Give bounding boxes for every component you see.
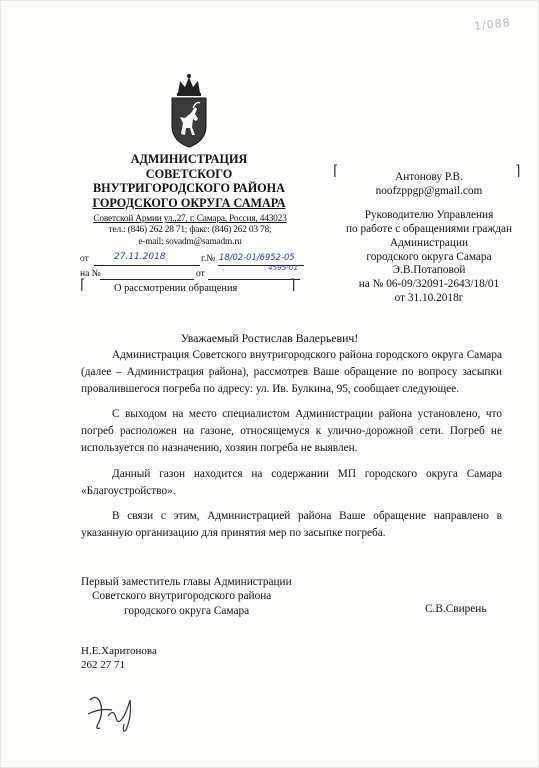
- address-line: Советской Армии ул.,27, г. Самара, Россия, 443023: [93, 214, 287, 224]
- position-line: городского округа Самара: [124, 605, 250, 617]
- recipient-bracket-left-icon: ⌈: [333, 163, 339, 179]
- contact-info: [80, 214, 300, 248]
- recipient-line: от 31.10.2018г: [394, 292, 464, 305]
- reference-from-underline: [208, 279, 300, 280]
- recipient-line: по работе с обращениями граждан: [345, 222, 513, 235]
- executor-name: Н.Е.Харитонова: [81, 645, 157, 657]
- executor-info: [81, 644, 157, 673]
- recipient-line: городского округа Самара: [366, 250, 492, 263]
- organization-title: [78, 152, 300, 210]
- coat-of-arms-icon: [164, 71, 214, 149]
- body-paragraph: В связи с этим, Администрацией района Ваше обращение направлено в указанную организацию для принятия мер по засыпке погреба.: [81, 509, 502, 539]
- recipient-line: на № 06-09/32091-2643/18/01: [358, 278, 500, 291]
- body-paragraph: С выходом на место специалистом Администрации района установлено, что погреб расположен на газоне, относящемуся к улично-дорожной сети. Погреб не используется по назначению, хозяин погреба не выявлен.: [81, 408, 502, 455]
- date-underline: [94, 265, 200, 266]
- position-line: Советского внутригородского района: [92, 590, 272, 602]
- body-paragraph: Администрация Советского внутригородского района городского округа Самара (далее – Администрация района), рассмотрев Ваше обращение по вопросу засыпки провалившегося погреба по адресу: ул. Ив. Булкина, 95, сообщает следующее.: [81, 349, 502, 396]
- org-title-line: СОВЕТСКОГО: [145, 166, 233, 181]
- handwritten-number: 18/02-01/6952-05: [219, 252, 295, 262]
- reference-from-label: от: [196, 269, 205, 279]
- org-title-line: ВНУТРИГОРОДСКОГО РАЙОНА: [93, 181, 285, 196]
- email-line: e-mail: sovadm@samadm.ru: [138, 236, 242, 247]
- subject-line: О рассмотрении обращения: [114, 283, 238, 294]
- handwritten-number-extra: 4595-01: [268, 263, 299, 272]
- recipient-line: Э.В.Потаповой: [392, 264, 466, 277]
- date-from-label: от: [80, 254, 89, 264]
- recipient-line: noofzppgp@gmail.com: [375, 184, 483, 197]
- reference-underline: [100, 279, 194, 280]
- recipient-bracket-right-icon: ⌉: [515, 163, 521, 179]
- corner-handwritten-number: 1/088: [473, 16, 512, 33]
- handwritten-date: 27.11.2018: [114, 252, 166, 262]
- recipient-line: Администрации: [389, 236, 469, 249]
- signatory-name: С.В.Свирень: [425, 603, 487, 615]
- position-line: Первый заместитель главы Администрации: [81, 576, 292, 588]
- bracket-right-icon: ⌉: [290, 277, 296, 293]
- executor-phone: 262 27 71: [81, 659, 125, 672]
- bracket-left-icon: ⌈: [80, 277, 86, 293]
- phone-fax-line: тел.: (846) 262 28 71; факс: (846) 262 03 78;: [108, 225, 272, 236]
- number-label: г.№: [201, 254, 216, 264]
- recipient-line: Антонову Р.В.: [395, 171, 463, 183]
- salutation: Уважаемый Ростислав Валерьевич!: [180, 331, 359, 345]
- letter-body: [81, 347, 502, 550]
- org-title-line: АДМИНИСТРАЦИЯ: [130, 152, 248, 166]
- body-paragraph: Данный газон находится на содержании МП городского округа Самара «Благоустройство».: [81, 467, 502, 497]
- reference-number-label: на №: [80, 269, 101, 279]
- recipient-line: [320, 199, 538, 209]
- recipient-line: Руководителю Управления: [364, 208, 494, 221]
- handwritten-initials-icon: [86, 686, 146, 736]
- org-title-line: ГОРОДСКОГО ОКРУГА САМАРА: [92, 195, 286, 210]
- recipient-block: [320, 171, 538, 306]
